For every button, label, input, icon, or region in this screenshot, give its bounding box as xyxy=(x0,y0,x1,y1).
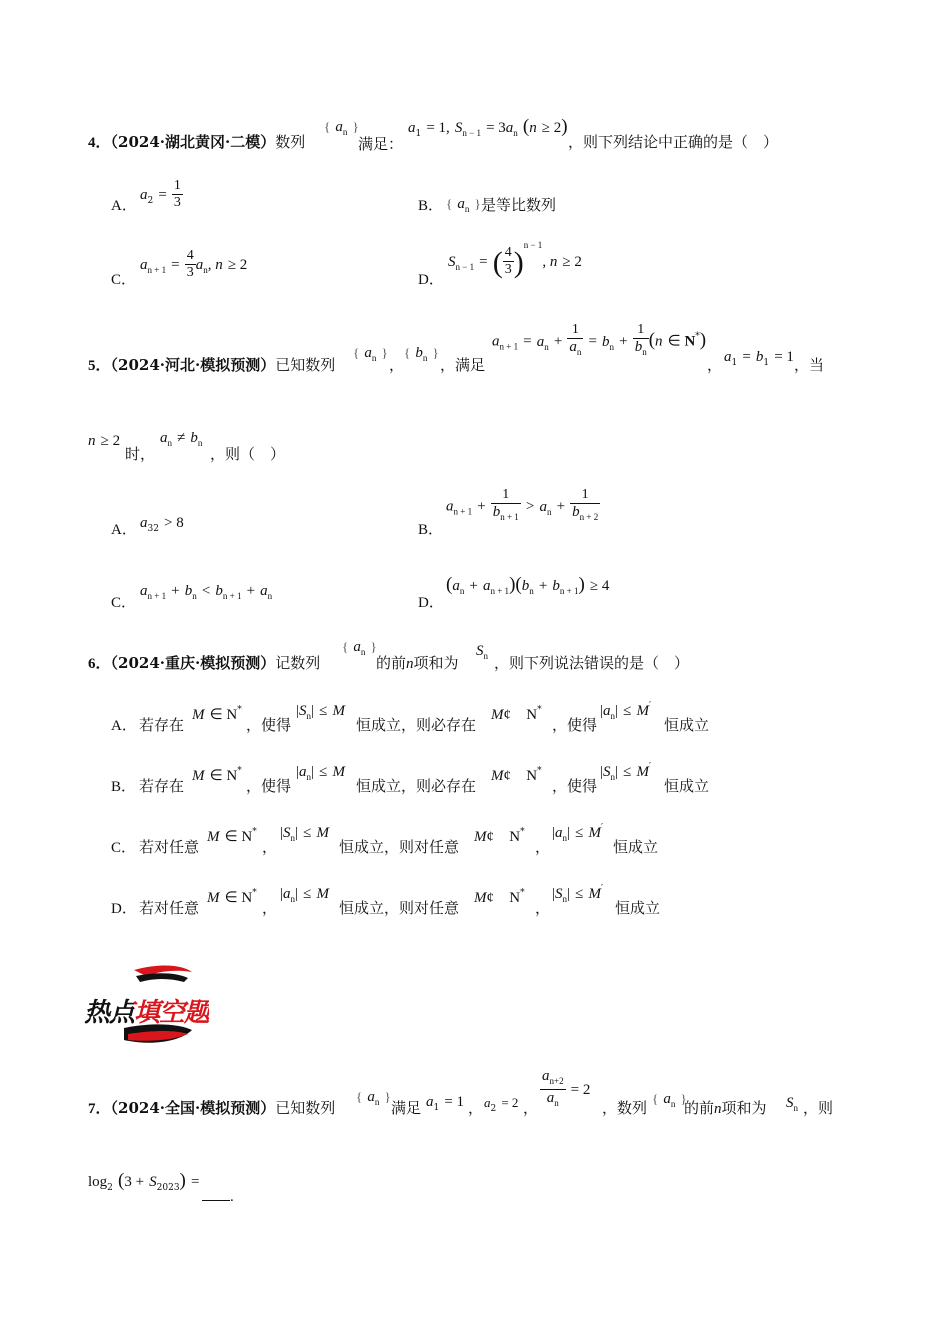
q5-option-b-label: B． xyxy=(418,522,444,538)
q4-stem-a: 数列 xyxy=(275,133,306,151)
banner-title xyxy=(84,992,209,1029)
q6-option-d-p3: 恒成立，则对任意 xyxy=(339,899,460,917)
q4-option-a-math: $a_2$ = $\frac{1}{3}$ xyxy=(140,178,181,210)
q7-set-an: { $a_n$ } xyxy=(356,1089,391,1107)
q6-option-c-p1: 若对任意 xyxy=(139,838,200,856)
q6-option-c-m2: $|S_n| \le M$ xyxy=(280,825,329,843)
section-banner xyxy=(84,960,244,1050)
q6-option-d-m1: M ∈ N* xyxy=(207,888,257,906)
q6-option-d-p1: 若对任意 xyxy=(139,899,200,917)
q5-an-ne-bn: $a_n \ne b_n$ xyxy=(160,430,203,448)
q7-answer-expression: $\log_2 (3 + S_{2023})$ = xyxy=(88,1170,200,1193)
q5-line2-b: ，则（ ） xyxy=(210,445,286,463)
q7-sn: $S_n$ xyxy=(786,1095,798,1113)
q6-option-b-m2: $|a_n| \le M$ xyxy=(296,764,345,782)
q6-option-b-m4: $|S_n| \le M'$ xyxy=(600,762,651,782)
q5-recurrence: $a_{n + 1} = a_n$ + $\frac{1}{a_n}$ = $b_n$ + $\frac{1}{b_n}$ (n ∈ N*) xyxy=(492,322,707,357)
q6-option-c-m4: $|a_n| \le M'$ xyxy=(552,823,603,843)
q7-stem-f: ，则 xyxy=(803,1099,834,1117)
q7-a2: $a_2 = 2$ xyxy=(484,1095,519,1114)
q4-option-d-math: $S_{n - 1}$ = ( $\frac{4}{3}$ )$^{n - 1}$, n ≥ 2 xyxy=(448,240,582,279)
q6-option-d-m2: $|a_n| \le M$ xyxy=(280,886,329,904)
q6-option-c-label: C． xyxy=(111,840,137,856)
q6-option-a-label: A． xyxy=(111,718,137,734)
q6-option-b-p1: 若存在 xyxy=(139,777,185,795)
q6-option-a-m4: $|a_n| \le M'$ xyxy=(600,701,651,721)
q4-stem-c: ，则下列结论中正确的是（ ） xyxy=(568,133,779,151)
q7-a1: $a_1 = 1$ xyxy=(426,1094,465,1113)
q5-sep: ， xyxy=(389,356,405,374)
q5-stem-c: ，当 xyxy=(794,356,825,374)
q4-option-d-label: D． xyxy=(418,272,444,288)
q4-condition: $a_1 = 1$, $S_{n - 1} = 3a_n$ (n ≥ 2) xyxy=(408,116,568,139)
q6-option-b-label: B． xyxy=(111,779,137,795)
q6-option-d-p5: 恒成立 xyxy=(615,899,661,917)
q4-option-b-label: B． xyxy=(418,198,444,214)
banner-text: 热点填空题 xyxy=(84,998,210,1028)
q5-stem-a: 已知数列 xyxy=(275,356,336,374)
q4-source: （2024·湖北黄冈·二模） xyxy=(110,133,276,151)
q6-option-d-p2: ， xyxy=(262,899,278,917)
q6-option-a-m1: M ∈ N* xyxy=(192,705,242,723)
q6-option-c-m3: M¢ N* xyxy=(474,827,525,845)
q6-set-an: { $a_n$ } xyxy=(342,639,377,657)
q4-stem-b: 满足： xyxy=(358,135,404,153)
q4-option-b-math: { $a_n$ } xyxy=(446,196,481,214)
q7-header xyxy=(88,1097,335,1118)
q5-set-an: { $a_n$ } xyxy=(353,345,388,363)
q6-option-b-m1: M ∈ N* xyxy=(192,766,242,784)
q6-option-a-p3: 恒成立，则必存在 xyxy=(356,716,477,734)
q5-option-a-math: $a_{32} > 8$ xyxy=(140,515,184,534)
q6-option-d-m4: $|S_n| \le M'$ xyxy=(552,884,603,904)
q6-stem-d: ，则下列说法错误的是（ ） xyxy=(494,654,690,672)
q7-ratio: $\frac{a_{n+2}}{a_n}$ = 2 xyxy=(542,1068,591,1108)
q4-option-c-math: $a_{n + 1}$ = $\frac{4}{3}$ $a_n$, n ≥ 2 xyxy=(140,248,248,280)
q7-stem-d: 的前n项和为 xyxy=(684,1099,767,1117)
q7-number: 7． xyxy=(88,1101,111,1117)
q6-option-a-p1: 若存在 xyxy=(139,716,185,734)
q6-option-b-p2: ，使得 xyxy=(246,777,292,795)
q6-header xyxy=(88,652,320,673)
q6-number: 6． xyxy=(88,656,111,672)
q6-option-a-m3: M¢ N* xyxy=(491,705,542,723)
q6-option-a-p2: ，使得 xyxy=(246,716,292,734)
q6-option-c-p4: ， xyxy=(535,838,551,856)
q7-stem-b: 满足 xyxy=(391,1099,422,1117)
q6-stem-a: 记数列 xyxy=(275,654,321,672)
q5-source: （2024·河北·模拟预测） xyxy=(110,356,276,374)
q5-option-d-label: D． xyxy=(418,595,444,611)
q5-set-bn: { $b_n$ } xyxy=(404,345,439,363)
q6-option-b-m3: M¢ N* xyxy=(491,766,542,784)
q7-c1: ， xyxy=(468,1099,484,1117)
q5-initial: $a_1 = b_1 = 1$ xyxy=(724,349,794,368)
q6-source: （2024·重庆·模拟预测） xyxy=(110,654,276,672)
q6-option-d-p4: ， xyxy=(535,899,551,917)
q5-option-d-math: $(a_n + a_{n + 1})(b_n + b_{n + 1}) \ge 4$ xyxy=(446,574,610,596)
q5-number: 5． xyxy=(88,358,111,374)
q5-header xyxy=(88,354,335,375)
q4-option-c-label: C． xyxy=(111,272,137,288)
q6-option-c-p2: ， xyxy=(262,838,278,856)
q7-source: （2024·全国·模拟预测） xyxy=(110,1099,276,1117)
q6-option-d-m3: M¢ N* xyxy=(474,888,525,906)
q5-stem-b: ，满足 xyxy=(440,356,486,374)
q5-n-ge-2: n ≥ 2 xyxy=(88,433,121,449)
q6-option-c-p5: 恒成立 xyxy=(613,838,659,856)
q6-option-b-p3: 恒成立，则必存在 xyxy=(356,777,477,795)
q4-option-a-label: A． xyxy=(111,198,137,214)
q6-option-c-p3: 恒成立，则对任意 xyxy=(339,838,460,856)
q5-option-b-math: $a_{n + 1}$ + $\frac{1}{b_{n + 1}}$ > $a_n$ + $\frac{1}{b_{n + 2}}$ xyxy=(446,487,599,522)
q6-option-b-p4: ，使得 xyxy=(552,777,598,795)
q7-stem-a: 已知数列 xyxy=(275,1099,336,1117)
q6-option-d-label: D． xyxy=(111,901,137,917)
q5-option-c-label: C． xyxy=(111,595,137,611)
q6-stem-b: 的前n项和为 xyxy=(376,654,459,672)
q4-number: 4． xyxy=(88,135,111,151)
q6-sn: $S_n$ xyxy=(476,643,488,661)
q7-stem-c: ，数列 xyxy=(602,1099,648,1117)
q6-option-b-p5: 恒成立 xyxy=(664,777,710,795)
q6-option-a-p4: ，使得 xyxy=(552,716,598,734)
q7-c2: ， xyxy=(523,1099,539,1117)
q7-set-an-2: { $a_n$ } xyxy=(652,1091,687,1109)
q4-option-b-text: 是等比数列 xyxy=(481,196,557,214)
q5-comma: ， xyxy=(707,356,723,374)
q5-option-c-math: $a_{n + 1} + b_n < b_{n + 1} + a_n$ xyxy=(140,583,273,601)
q7-answer-blank[interactable]: . xyxy=(202,1186,234,1206)
q4-set-an: { $a_n$ } xyxy=(324,119,359,137)
q6-option-a-m2: $|S_n| \le M$ xyxy=(296,703,345,721)
q5-option-a-label: A． xyxy=(111,522,137,538)
q5-line2-a: 时， xyxy=(125,445,156,463)
q4-header xyxy=(88,131,305,152)
q6-option-a-p5: 恒成立 xyxy=(664,716,710,734)
q6-option-c-m1: M ∈ N* xyxy=(207,827,257,845)
